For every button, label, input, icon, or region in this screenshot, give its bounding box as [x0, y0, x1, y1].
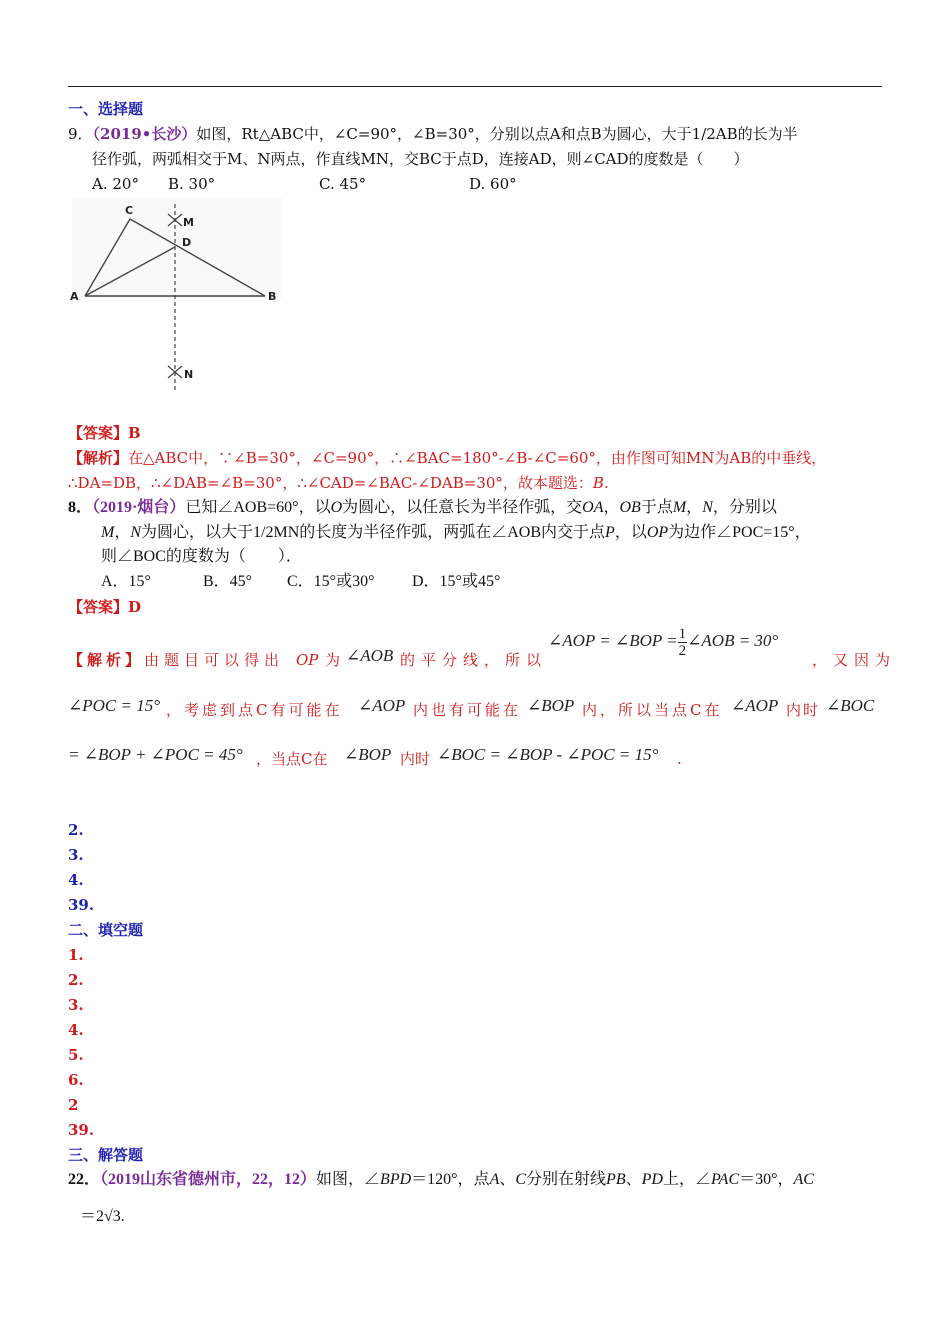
option-b: B. 30° — [168, 175, 216, 193]
text-italic: OA — [582, 499, 604, 516]
text-italic: M — [101, 524, 115, 541]
answer-value: D — [128, 598, 142, 616]
section-heading-choice: 一、选择题 — [68, 100, 144, 118]
text: ＝30°， — [739, 1171, 794, 1188]
question-8-line-1 — [68, 498, 777, 518]
question-source: （2019•长沙） — [92, 125, 197, 143]
fraction-denominator: 2 — [678, 642, 687, 659]
text-italic: P — [605, 524, 615, 541]
text-italic: N — [130, 524, 142, 541]
math-poc: ∠POC = 15° — [68, 696, 161, 715]
math-expr: ∠AOP = ∠BOP = — [548, 631, 678, 650]
answer-tag: 【答案】 — [68, 598, 129, 616]
math-angle-bop: ∠BOP — [527, 696, 575, 715]
question-number: 8． — [68, 499, 93, 516]
text: 上，∠ — [662, 1171, 711, 1188]
list-item: 39. — [68, 896, 95, 914]
math-expr: ∠AOB = 30° — [687, 631, 779, 650]
text: 为圆心，以任意长为半径作弧，交 — [342, 499, 583, 516]
label-m: M — [183, 216, 194, 229]
text-italic: C — [515, 1171, 527, 1188]
question-8-line-3: 则∠BOC的度数为（ ）． — [101, 548, 302, 565]
text: 分别在射线 — [526, 1171, 607, 1188]
question-number: 9． — [68, 125, 93, 143]
math-angle-aop: ∠AOP — [731, 696, 779, 715]
list-item: 39. — [68, 1121, 95, 1139]
text: 为边作∠POC=15°， — [668, 524, 811, 541]
math-boc-diff: ∠BOC = ∠BOP - ∠POC = 15° — [437, 745, 659, 764]
text: ，以 — [614, 524, 647, 541]
triangle-figure — [62, 196, 292, 396]
analysis-text: ，又因为 — [812, 651, 897, 669]
math-angle-aob: ∠AOB — [346, 646, 394, 665]
list-item: 2. — [68, 821, 84, 839]
math-angle-bop: ∠BOP — [344, 745, 392, 764]
header-rule — [68, 86, 882, 87]
q9-analysis-line-1 — [68, 448, 826, 468]
option-c: C. 45° — [319, 175, 367, 193]
text: ， — [686, 499, 703, 516]
analysis-text: 的平分线，所以 — [400, 651, 548, 669]
list-item: 3. — [68, 846, 84, 864]
q9-answer — [68, 423, 141, 443]
text: ＝120°，点 — [411, 1171, 490, 1188]
analysis-text: 内，所以当点C在 — [582, 701, 723, 719]
option-d: D. 60° — [469, 175, 517, 193]
analysis-text: ，考虑到点C有可能在 — [166, 701, 343, 719]
question-number: 22． — [68, 1171, 101, 1188]
text-italic: PAC — [710, 1171, 740, 1188]
analysis-text: ，当点C在 — [256, 750, 328, 768]
analysis-tag: 【解析】 — [68, 449, 129, 467]
text: ， — [603, 499, 620, 516]
text: 于点 — [640, 499, 673, 516]
label-d: D — [182, 236, 192, 249]
list-item: 4. — [68, 1021, 84, 1039]
option-c: C．15°或30° — [287, 573, 375, 590]
text-italic: OB — [619, 499, 641, 516]
section-heading-fill: 二、填空题 — [68, 921, 144, 939]
text: 为圆心，以大于1/2MN的长度为半径作弧，两弧在∠AOB内交于点 — [141, 524, 606, 541]
text: ， — [114, 524, 131, 541]
text-italic: BPD — [380, 1171, 412, 1188]
label-a: A — [70, 290, 79, 303]
fraction-half — [678, 626, 688, 659]
q8-answer — [68, 597, 141, 617]
text: 、 — [625, 1171, 642, 1188]
list-item: 4. — [68, 871, 84, 889]
question-source: （2019山东省德州市，22，12） — [100, 1171, 317, 1188]
text-italic: AC — [793, 1171, 814, 1188]
text-italic: PB — [606, 1171, 626, 1188]
analysis-tag: 【解析】 — [68, 651, 145, 669]
analysis-op: OP — [296, 651, 319, 669]
question-22-line-1 — [68, 1170, 814, 1190]
analysis-final: B. — [592, 474, 609, 492]
question-8-line-2 — [101, 523, 811, 543]
analysis-text: 为 — [325, 651, 341, 669]
question-22-line-2: ＝2√3. — [80, 1208, 125, 1225]
list-item: 6. — [68, 1071, 84, 1089]
math-angle-aop: ∠AOP — [358, 696, 406, 715]
question-source: （2019·烟台） — [92, 499, 186, 516]
text: 已知∠AOB=60°，以 — [185, 499, 331, 516]
text: ，分别以 — [712, 499, 777, 516]
text-italic: M — [672, 499, 687, 516]
analysis-text: . — [677, 750, 682, 768]
question-9-line-1 — [68, 124, 798, 144]
label-c: C — [125, 204, 134, 217]
answer-value: B — [128, 424, 141, 442]
list-item: 1. — [68, 946, 84, 964]
option-a: A．15° — [101, 573, 151, 590]
text: 如图，∠ — [316, 1171, 381, 1188]
text-italic: PD — [641, 1171, 663, 1188]
q8-analysis-line-1 — [68, 650, 284, 670]
text: 、 — [499, 1171, 516, 1188]
q9-analysis-line-2 — [68, 473, 609, 493]
math-bisector-equation — [548, 622, 778, 660]
text-italic: A — [489, 1171, 500, 1188]
list-item: 3. — [68, 996, 84, 1014]
question-9-line-2: 径作弧，两弧相交于M、N两点，作直线MN，交BC于点D，连接AD，则∠CAD的度数是（ ） — [92, 150, 749, 168]
analysis-text: 在△ABC中，∵∠B=30°，∠C=90°，∴∠BAC=180°-∠B-∠C=60°，由作图可知MN为AB的中垂线， — [128, 449, 827, 467]
text-italic: OP — [646, 524, 669, 541]
label-n: N — [184, 368, 194, 381]
answer-tag: 【答案】 — [68, 424, 129, 442]
text-italic: N — [702, 499, 713, 516]
analysis-text: 由题目可以得出 — [144, 651, 285, 669]
list-item: 2. — [68, 971, 84, 989]
analysis-text: 内也有可能在 — [413, 701, 522, 719]
math-boc-sum: = ∠BOP + ∠POC = 45° — [68, 745, 243, 764]
analysis-text: 内时 — [786, 701, 821, 719]
label-b: B — [268, 290, 277, 303]
math-angle-boc: ∠BOC — [826, 696, 875, 715]
option-d: D．15°或45° — [412, 573, 501, 590]
analysis-text: ∴DA=DB，∴∠DAB=∠B=30°，∴∠CAD=∠BAC-∠DAB=30°，故本题选： — [68, 474, 593, 492]
list-item: 5. — [68, 1046, 84, 1064]
option-b: B．45° — [203, 573, 253, 590]
fraction-numerator: 1 — [678, 625, 687, 642]
analysis-text: 内时 — [400, 750, 431, 768]
section-heading-solve: 三、解答题 — [68, 1146, 144, 1164]
list-item: 2 — [68, 1096, 79, 1114]
option-a: A. 20° — [92, 175, 139, 193]
question-text: 如图，Rt△ABC中，∠C=90°，∠B=30°，分别以点A和点B为圆心，大于1/2AB的长为半 — [196, 125, 798, 143]
text-italic: O — [330, 499, 343, 516]
